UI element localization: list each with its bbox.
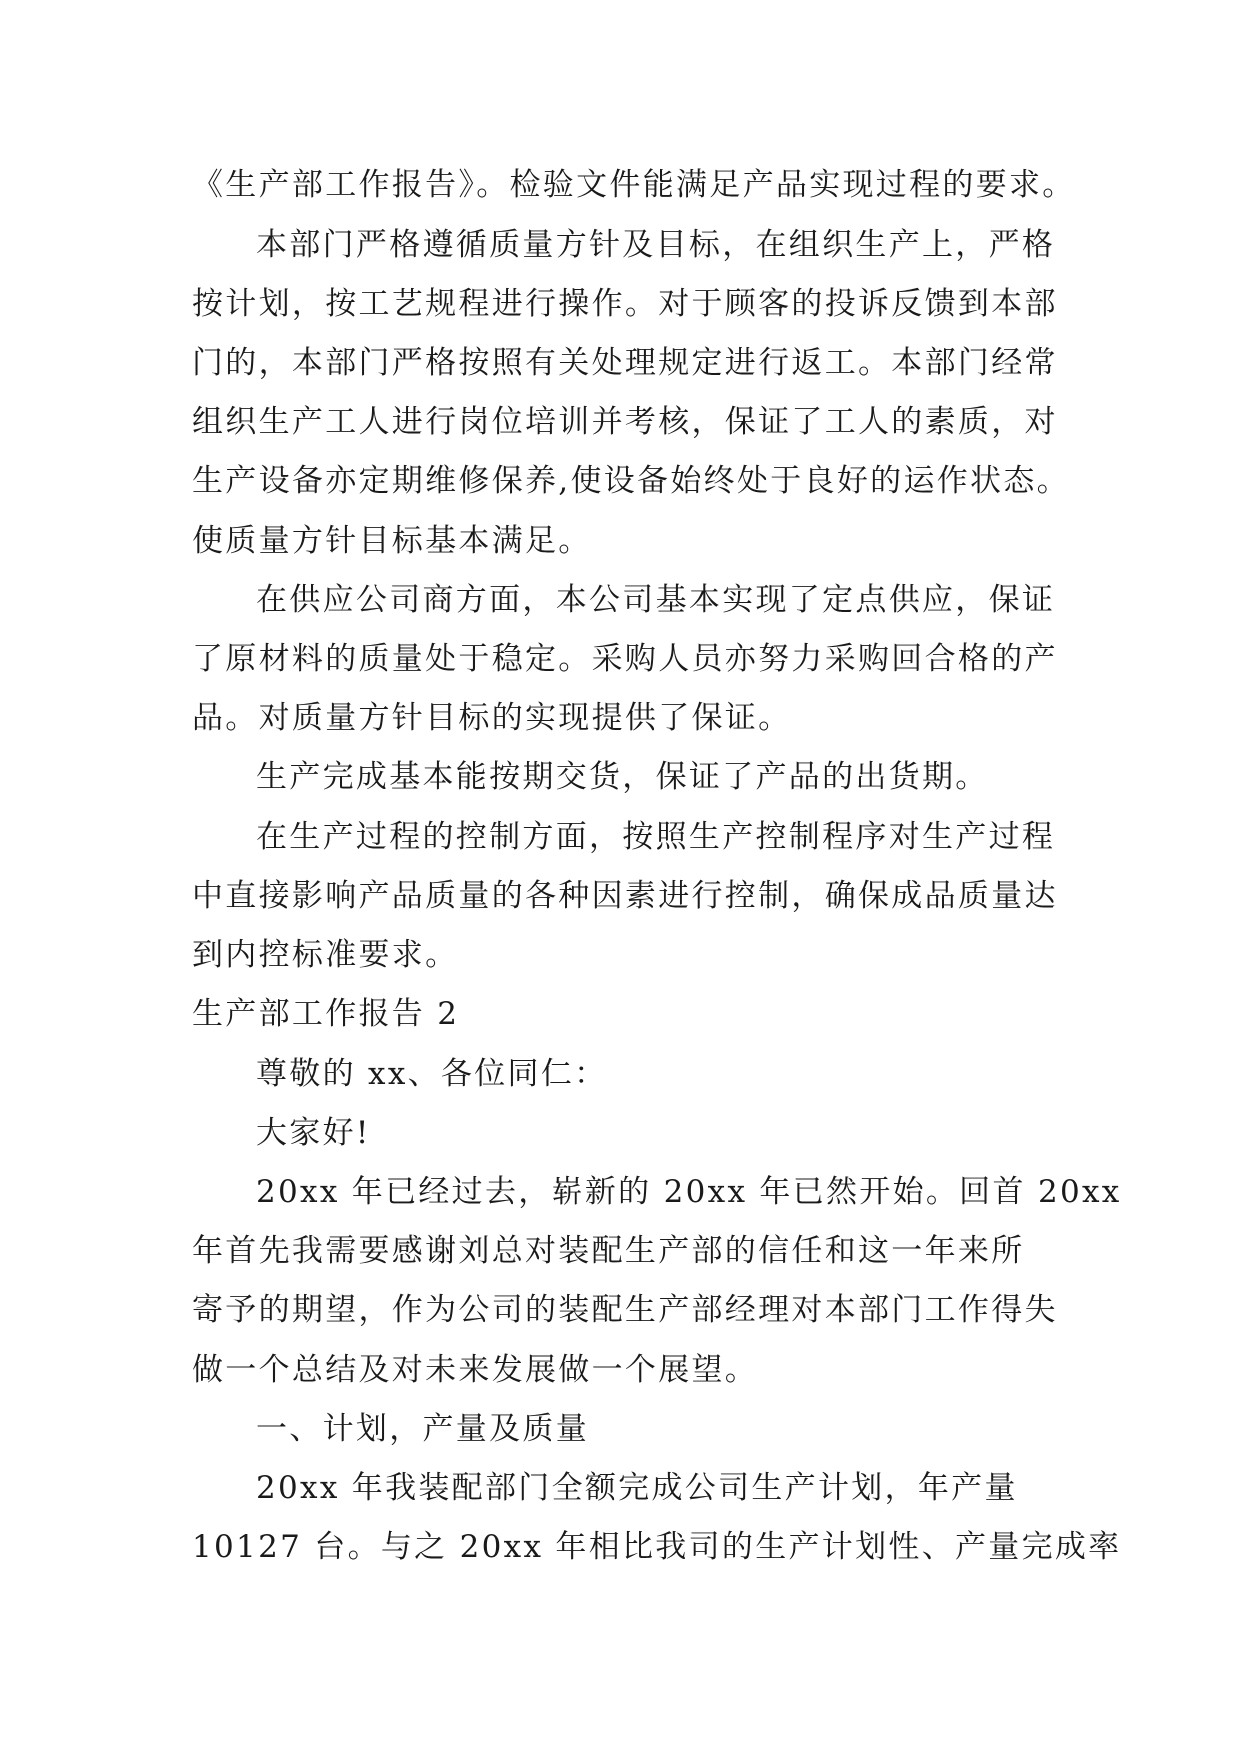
paragraph-start-line: 20xx 年我装配部门全额完成公司生产计划，年产量 <box>256 1470 1018 1506</box>
paragraph-start-line: 在供应公司商方面，本公司基本实现了定点供应，保证 <box>256 582 1056 618</box>
section-heading: 生产部工作报告 2 <box>192 996 460 1032</box>
text-line: 寄予的期望，作为公司的装配生产部经理对本部门工作得失 <box>192 1292 1058 1328</box>
salutation: 尊敬的 xx、各位同仁： <box>256 1056 608 1092</box>
paragraph-start-line: 在生产过程的控制方面，按照生产控制程序对生产过程 <box>256 819 1056 855</box>
text-line: 做一个总结及对未来发展做一个展望。 <box>192 1352 759 1388</box>
text-line: 品。对质量方针目标的实现提供了保证。 <box>192 700 792 736</box>
text-line: 《生产部工作报告》。检验文件能满足产品实现过程的要求。 <box>192 167 1076 203</box>
greeting: 大家好! <box>256 1115 371 1151</box>
text-line: 按计划，按工艺规程进行操作。对于顾客的投诉反馈到本部 <box>192 286 1058 322</box>
text-line: 中直接影响产品质量的各种因素进行控制，确保成品质量达 <box>192 878 1058 914</box>
text-line: 10127 台。与之 20xx 年相比我司的生产计划性、产量完成率 <box>192 1529 1122 1565</box>
text-line: 到内控标准要求。 <box>192 937 459 973</box>
text-line: 生产设备亦定期维修保养,使设备始终处于良好的运作状态。 <box>192 463 1070 499</box>
paragraph-start-line: 本部门严格遵循质量方针及目标，在组织生产上，严格 <box>256 227 1056 263</box>
subsection-heading: 一、计划，产量及质量 <box>256 1411 589 1447</box>
text-line: 组织生产工人进行岗位培训并考核，保证了工人的素质，对 <box>192 404 1058 440</box>
text-line: 门的，本部门严格按照有关处理规定进行返工。本部门经常 <box>192 345 1058 381</box>
text-line: 了原材料的质量处于稳定。采购人员亦努力采购回合格的产 <box>192 641 1058 677</box>
text-line: 使质量方针目标基本满足。 <box>192 523 592 559</box>
paragraph-start-line: 20xx 年已经过去，崭新的 20xx 年已然开始。回首 20xx <box>256 1174 1122 1210</box>
paragraph-start-line: 生产完成基本能按期交货，保证了产品的出货期。 <box>256 759 989 795</box>
text-line: 年首先我需要感谢刘总对装配生产部的信任和这一年来所 <box>192 1233 1025 1269</box>
